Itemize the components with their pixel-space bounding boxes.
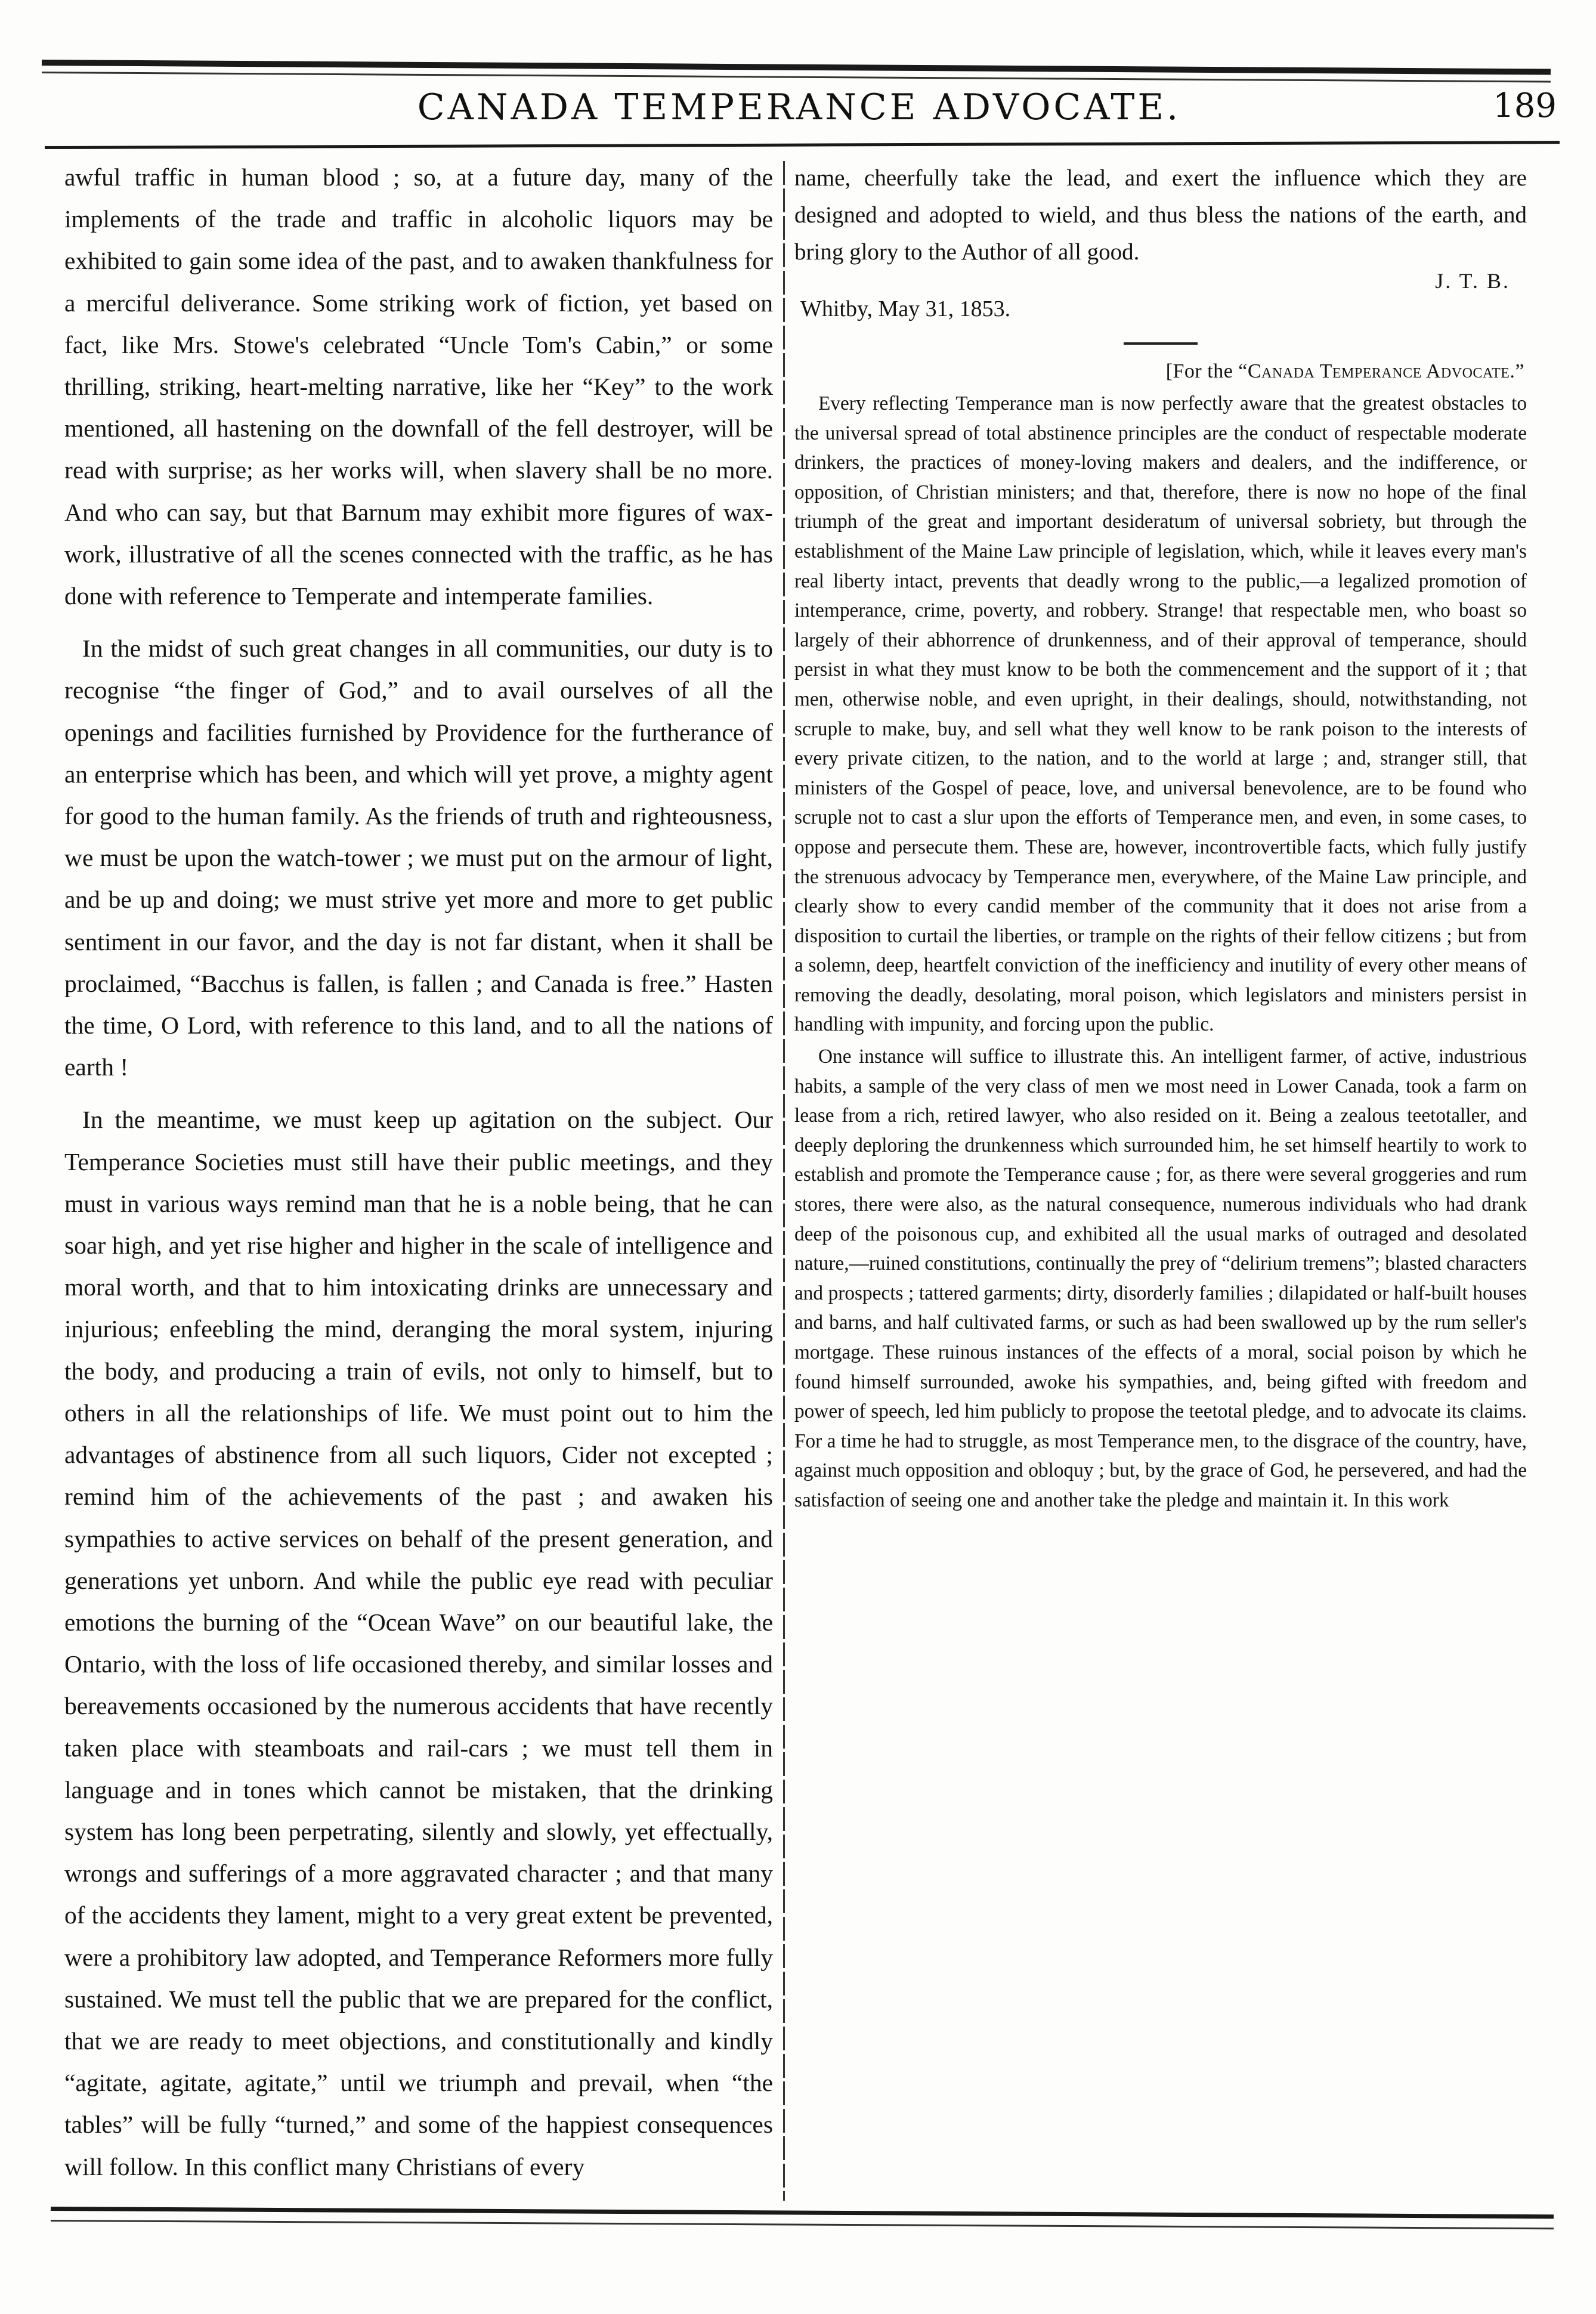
section-separator — [1124, 342, 1198, 345]
dateline: Whitby, May 31, 1853. — [800, 296, 1011, 321]
left-paragraph-2: In the midst of such great changes in all communities, our duty is to recognise “the finger of God,” and to avail ourselves of all the openings and facilities furnished by Providence for the furtherance of an enterprise which has been, and which will yet prove, a mighty agent for good to the human family. As the friends of truth and righteousness, we must be upon the watch-tower ; we must put on the armour of light, and be up and doing; we must strive yet more and more to get public sentiment in our favor, and the day is not far distant, when it shall be proclaimed, “Bacchus is fallen, is fallen ; and Canada is free.” Hasten the time, O Lord, with reference to this land, and to all the nations of earth ! — [64, 635, 773, 1081]
right-continuation: name, cheerfully take the lead, and exert the influence which they are designed and adopted to wield, and thus bless the nations of the earth, and bring glory to the Author of all good. — [794, 165, 1527, 265]
left-paragraph-1: awful traffic in human blood ; so, at a future day, many of the implements of the trade and traffic in alcoholic liquors may be exhibited to gain some idea of the past, and to awaken thankfulness for a merciful deliverance. Some striking work of fiction, yet based on fact, like Mrs. Stowe's celebrated “Uncle Tom's Cabin,” or some thrilling, striking, heart-melting narrative, like her “Key” to the work mentioned, all hastening on the downfall of the fell destroyer, will be read with surprise; as her works will, when slavery shall be no more. And who can say, but that Barnum may exhibit more figures of wax-work, illustrative of all the scenes connected with the traffic, as he has done with reference to Temperate and intemperate families. — [64, 163, 773, 610]
article-attribution — [794, 360, 1524, 383]
right-article-paragraph-2: One instance will suffice to illustrate this. An intelligent farmer, of active, industrious habits, a sample of the very class of men we most need in Lower Canada, took a farm on lease from a rich, retired lawyer, who also resided on it. Being a zealous teetotaller, and deeply deploring the drunkenness which surrounded him, he set himself heartily to work to establish and promote the Temperance cause ; for, as there were several groggeries and rum stores, there were also, as the natural consequence, numerous individuals who had drank deep of the poisonous cup, and exhibited all the usual marks of outraged and desolated nature,—ruined constitutions, continually the prey of “delirium tremens”; blasted characters and prospects ; tattered garments; dirty, disorderly families ; dilapidated or half-built houses and barns, and half cultivated farms, or such as had been swallowed up by the rum seller's mortgage. These ruinous instances of the effects of a moral, social poison by which he found himself surrounded, awoke his sympathies, and, being gifted with freedom and power of speech, led him publicly to propose the teetotal pledge, and to advocate its claims. For a time he had to struggle, as most Temperance men, to the disgrace of the country, have, against much opposition and obloquy ; but, by the grace of God, he persevered, and had the satisfaction of seeing one and another take the pledge and maintain it. In this work — [794, 1045, 1527, 1511]
attribution-suffix: .” — [1510, 360, 1524, 382]
attribution-prefix: [For the “ — [1165, 360, 1248, 382]
right-column — [794, 160, 1527, 2199]
left-column — [64, 156, 773, 2199]
right-article-paragraph-1: Every reflecting Temperance man is now perfectly aware that the greatest obstacles to the universal spread of total abstinence principles are the conduct of respectable moderate drinkers, the practices of money-loving makers and dealers, and the indifference, or opposition, of Christian ministers; and that, therefore, there is now no hope of the final triumph of the great and important desideratum of universal sobriety, but through the establishment of the Maine Law principle of legislation, which, while it leaves every man's real liberty intact, prevents that deadly wrong to the public,—a legalized promotion of intemperance, crime, poverty, and robbery. Strange! that respectable men, who boast so largely of their abhorrence of drunkenness, and of their approval of temperance, should persist in what they must know to be both the commencement and the support of it ; that men, otherwise noble, and even upright, in their dealings, should, notwithstanding, not scruple to make, buy, and sell what they well know to be rank poison to the interests of every private citizen, to the nation, and to the world at large ; and, stranger still, that ministers of the Gospel of peace, love, and universal benevolence, are to be found who scruple not to cast a slur upon the efforts of Temperance men, and even, in some cases, to oppose and persecute them. These are, however, incontrovertible facts, which fully justify the strenuous advocacy by Temperance men, everywhere, of the Maine Law principle, and clearly show to every candid member of the community that it does not arise from a disposition to curtail the liberties, or trample on the rights of their fellow citizens ; but from a solemn, deep, heartfelt conviction of the inefficiency and inutility of every other means of removing the deadly, desolating, moral poison, which legislators and ministers persist in handling with impunity, and forcing upon the public. — [794, 392, 1527, 1036]
bottom-border-thin-rule — [51, 2220, 1554, 2229]
publication-title: CANADA TEMPERANCE ADVOCATE. — [417, 86, 1181, 128]
left-paragraph-3: In the meantime, we must keep up agitation on the subject. Our Temperance Societies must still have their public meetings, and they must in various ways remind man that he is a noble being, that he can soar high, and yet rise higher and higher in the scale of intelligence and moral worth, and that to him intoxicating drinks are unnecessary and injurious; enfeebling the mind, deranging the moral system, injuring the body, and producing a train of evils, not only to himself, but to others in all the relationships of life. We must point out to him the advantages of abstinence from all such liquors, Cider not excepted ; remind him of the achievements of the past ; and awaken his sympathies to active services on behalf of the present generation, and generations yet unborn. And while the public eye read with peculiar emotions the burning of the “Ocean Wave” on our beautiful lake, the Ontario, with the loss of life occasioned thereby, and similar losses and bereavements occasioned by the numerous accidents that have recently taken place with steamboats and rail-cars ; we must tell them in language and in tones which cannot be mistaken, that the drinking system has long been perpetrating, silently and slowly, yet effectually, wrongs and sufferings of a more aggravated character ; and that many of the accidents they lament, might to a very great extent be prevented, were a prohibitory law adopted, and Temperance Reformers more fully sustained. We must tell the public that we are prepared for the conflict, that we are ready to meet objections, and constitutionally and kindly “agitate, agitate, agitate,” until we triumph and prevail, when “the tables” will be fully “turned,” and some of the happiest consequences will follow. In this conflict many Christians of every — [64, 1106, 773, 2180]
author-signature: J. T. B. — [1435, 269, 1510, 293]
page-number: 189 — [1493, 86, 1557, 125]
bottom-border-rule — [51, 2207, 1554, 2219]
column-divider — [783, 161, 785, 2201]
attribution-publication: Canada Temperance Advocate — [1247, 360, 1510, 382]
